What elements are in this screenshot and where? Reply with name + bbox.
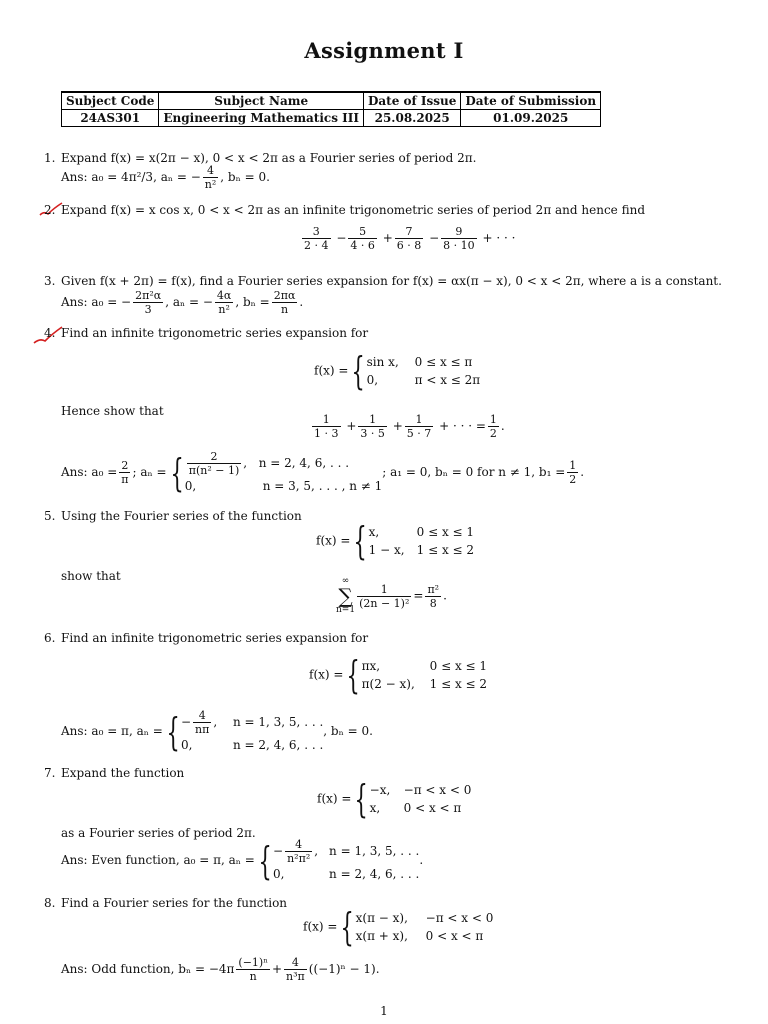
case-expr: π(2 − x),	[361, 677, 415, 691]
denominator: (2n − 1)²	[359, 596, 410, 610]
hence-text: Hence show that	[61, 404, 164, 418]
denominator: 2 · 4	[304, 239, 329, 252]
cell-subject-code: 24AS301	[62, 110, 159, 127]
subject-info-table	[61, 91, 601, 127]
answer-line	[61, 838, 423, 883]
left-brace-icon: {	[340, 905, 355, 949]
answer-text: Ans: a₀ = −	[61, 295, 132, 309]
numerator: 2πα	[273, 289, 296, 302]
denominator: n³π	[286, 970, 305, 983]
case-expr: sin x,	[366, 355, 399, 369]
case-row	[356, 927, 494, 945]
answer-line	[61, 709, 373, 754]
answer-text: .	[299, 295, 304, 309]
cases	[181, 709, 323, 754]
function-lhs: f(x) =	[317, 791, 352, 806]
case-cond: n = 1, 3, 5, . . .	[329, 844, 420, 858]
series-tail: + · · · =	[439, 419, 486, 433]
case-cond: n = 2, 4, 6, . . .	[232, 738, 324, 752]
series-term	[441, 225, 477, 252]
numerator: 4	[207, 164, 215, 177]
cases	[369, 523, 474, 559]
numerator: 1	[380, 582, 388, 596]
left-brace-icon: {	[353, 519, 368, 563]
case-expr: x,	[369, 801, 381, 815]
cases	[356, 909, 494, 945]
fraction	[203, 164, 219, 191]
case-cond: 0 ≤ x ≤ 1	[429, 659, 488, 673]
question-text: as a Fourier series of period 2π.	[61, 826, 256, 840]
case-row	[367, 353, 481, 371]
denominator: n²π²	[287, 852, 311, 865]
page-title: Assignment I	[304, 38, 464, 63]
case-cond: −π < x < 0	[425, 911, 494, 925]
denominator: n	[272, 302, 298, 316]
equals: =	[413, 588, 424, 603]
answer-text: , bₙ = 0.	[220, 170, 270, 184]
denominator: 1 · 3	[314, 427, 339, 440]
question-number: 7.	[44, 766, 56, 780]
answer-text: Ans: Odd function, bₙ = −4π	[61, 962, 235, 976]
series-op: +	[392, 419, 403, 433]
fraction	[488, 413, 499, 440]
case-row	[273, 865, 419, 883]
case-expr: 0,	[184, 479, 197, 493]
left-brace-icon: {	[166, 709, 180, 754]
answer-line	[61, 956, 380, 983]
show-text: show that	[61, 569, 121, 583]
function-lhs: f(x) =	[309, 667, 344, 682]
case-cond: 1 ≤ x ≤ 2	[416, 543, 475, 557]
fraction	[133, 289, 163, 316]
case-expr: 1 − x,	[368, 543, 405, 557]
case-expr: 0,	[273, 867, 285, 881]
numerator: 4	[295, 838, 303, 851]
case-row: − $\frac{4}{\text{n²π²}}$ , n = 1, 3, 5, . . .	[273, 838, 420, 865]
case-expr: x(π + x),	[355, 929, 408, 943]
sum-lower: n=1	[336, 605, 356, 615]
function-lhs: f(x) =	[314, 363, 349, 378]
numerator: 4	[291, 956, 299, 969]
question-text: Using the Fourier series of the function	[61, 509, 302, 523]
case-cond: 0 ≤ x ≤ 1	[416, 525, 475, 539]
denominator: nπ	[195, 723, 210, 736]
cell-date-of-issue: 25.08.2025	[363, 110, 460, 127]
question-text: Find a Fourier series for the function	[61, 896, 288, 910]
denominator: π(n² − 1)	[188, 464, 240, 477]
case-expr: x(π − x),	[355, 911, 408, 925]
series-display	[300, 225, 515, 252]
case-row	[362, 657, 487, 675]
series-op: −	[336, 231, 347, 245]
fraction	[357, 583, 411, 610]
denominator: 6 · 8	[396, 239, 422, 252]
case-expr: 0,	[366, 373, 379, 387]
answer-line	[61, 289, 303, 316]
numerator: 1	[569, 459, 577, 472]
fraction	[119, 459, 130, 486]
case-cond: 1 ≤ x ≤ 2	[429, 677, 488, 691]
question-text: Find an infinite trigonometric series expansion for	[61, 631, 369, 645]
numerator: 2	[121, 459, 129, 472]
table-row	[62, 110, 601, 127]
piecewise-definition	[314, 349, 481, 393]
case-cond: 0 ≤ x ≤ π	[414, 355, 473, 369]
sum-upper: ∞	[341, 576, 350, 586]
denominator: 8 · 10	[443, 239, 475, 252]
case-cond: n = 3, 5, . . . , n ≠ 1	[262, 479, 383, 493]
answer-text: ((−1)ⁿ − 1).	[308, 962, 380, 976]
denominator: 2	[489, 427, 497, 440]
fraction	[272, 289, 298, 316]
fraction	[284, 956, 307, 983]
numerator: 1	[415, 413, 423, 426]
series-term	[348, 225, 377, 252]
cases	[370, 781, 472, 817]
answer-line: Ans: a₀ = $\frac{2}{\pi}$ ; aₙ ={ $\frac{2}{\text{π(n² − 1)}}$ , n = 2, 4, 6, . . . 0, n = 3, 5, . . . , n ≠ 1 ; a₁ = 0, bₙ = 0 for n ≠ 1, b₁ = $\frac{1}{2}$ .	[61, 450, 585, 495]
series-term	[395, 225, 424, 252]
piecewise-definition	[317, 777, 472, 821]
numerator: 3	[312, 225, 320, 238]
denominator: 3	[133, 302, 163, 316]
numerator: 1	[322, 413, 330, 426]
numerator: 2π²α	[135, 289, 162, 302]
numerator: π²	[427, 582, 440, 596]
header-date-of-issue: Date of Issue	[363, 92, 460, 110]
question-number: 1.	[44, 151, 56, 165]
plus: +	[271, 962, 283, 976]
function-lhs: f(x) =	[316, 533, 351, 548]
piecewise-definition	[316, 519, 475, 563]
piecewise-definition	[303, 905, 494, 949]
cases	[273, 838, 419, 883]
left-brace-icon: {	[354, 777, 369, 821]
question-number: 3.	[44, 274, 56, 288]
answer-text: , bₙ = 0.	[323, 724, 373, 738]
header-date-of-submission: Date of Submission	[461, 92, 601, 110]
case-cond: 0 < x < π	[425, 929, 484, 943]
case-row	[370, 781, 472, 799]
answer-line	[61, 164, 270, 191]
question-text: Find an infinite trigonometric series expansion for	[61, 326, 369, 340]
sign: −	[273, 844, 284, 858]
table-header-row	[62, 92, 601, 110]
fraction	[187, 450, 242, 477]
series-term	[358, 413, 387, 440]
denominator: 5 · 7	[406, 427, 432, 440]
header-subject-name: Subject Name	[159, 92, 364, 110]
sign: −	[180, 715, 192, 729]
answer-text: Ans: a₀ = 4π²/3, aₙ = −	[61, 170, 201, 184]
series-tail: + · · ·	[482, 231, 516, 245]
summation	[336, 577, 355, 615]
numerator: 1	[489, 413, 497, 426]
answer-text: .	[419, 853, 424, 867]
cases	[362, 657, 487, 693]
fraction	[193, 709, 211, 736]
numerator: 4	[198, 709, 206, 722]
denominator: n	[236, 969, 270, 983]
fraction	[425, 583, 441, 610]
header-subject-code: Subject Code	[62, 92, 159, 110]
question-text: Expand the function	[61, 766, 185, 780]
numerator: 9	[455, 225, 463, 238]
case-expr: 0,	[180, 738, 193, 752]
answer-text: Ans: a₀ =	[61, 465, 118, 479]
case-cond: π < x ≤ 2π	[414, 373, 481, 387]
denominator: 4 · 6	[350, 239, 375, 252]
fraction	[285, 838, 312, 865]
denominator: 2	[569, 473, 577, 486]
series-display: $\frac{1}{1 \cdot 3}$ + $\frac{1}{3 \cdot 5}$ + $\frac{1}{5 \cdot 7}$ + · · · = $\frac{1}{2}$ .	[314, 413, 505, 440]
question-text: Expand f(x) = x cos x, 0 < x < 2π as an infinite trigonometric series of period 2π and hence find	[61, 203, 646, 217]
question-number: 8.	[44, 896, 56, 910]
cell-date-of-submission: 01.09.2025	[461, 110, 601, 127]
case-row	[181, 736, 323, 754]
summation-display: ∞ ∑ n=1 $\frac{1}{\text{(2n − 1)²}}$ = $\frac{\text{π²}}{8}$ .	[336, 576, 447, 615]
answer-text: ; aₙ =	[132, 465, 167, 479]
answer-text: ; a₁ = 0, bₙ = 0 for n ≠ 1, b₁ =	[382, 465, 566, 479]
series-op: +	[382, 231, 393, 245]
case-row	[370, 799, 472, 817]
case-cond: n = 2, 4, 6, . . .	[329, 867, 420, 881]
numerator: 7	[405, 225, 413, 238]
question-number: 4.	[44, 326, 56, 340]
case-cond: −π < x < 0	[403, 783, 472, 797]
case-row	[369, 523, 474, 541]
numerator: (−1)ⁿ	[238, 956, 268, 969]
question-number: 2.	[44, 203, 56, 217]
case-row: $\frac{2}{\text{π(n² − 1)}}$ , n = 2, 4, 6, . . .	[188, 450, 350, 477]
left-brace-icon: {	[170, 450, 184, 495]
left-brace-icon: {	[346, 653, 361, 697]
question-text: Expand f(x) = x(2π − x), 0 < x < 2π as a Fourier series of period 2π.	[61, 151, 477, 165]
denominator: n²	[204, 178, 217, 191]
numerator: 2	[210, 450, 218, 463]
left-brace-icon: {	[351, 349, 366, 393]
case-row	[362, 675, 487, 693]
question-number: 6.	[44, 631, 56, 645]
numerator: 1	[369, 413, 377, 426]
fraction	[215, 289, 233, 316]
series-op: +	[346, 419, 357, 433]
answer-text: , bₙ =	[235, 295, 270, 309]
case-cond: n = 2, 4, 6, . . .	[258, 456, 350, 470]
answer-text: Ans: Even function, a₀ = π, aₙ =	[61, 853, 255, 867]
cases	[367, 353, 481, 389]
series-op: −	[429, 231, 440, 245]
function-lhs: f(x) =	[303, 919, 338, 934]
numerator: 4α	[216, 289, 232, 302]
denominator: 3 · 5	[360, 427, 385, 440]
piecewise-definition	[309, 653, 488, 697]
case-expr: x,	[368, 525, 380, 539]
denominator: n²	[215, 302, 233, 316]
numerator: 5	[359, 225, 367, 238]
series-term	[405, 413, 434, 440]
question-number: 5.	[44, 509, 56, 523]
cases	[185, 450, 383, 495]
case-row	[356, 909, 494, 927]
case-expr: πx,	[361, 659, 381, 673]
answer-text: , aₙ = −	[165, 295, 213, 309]
case-row	[185, 477, 383, 495]
case-cond: 0 < x < π	[403, 801, 462, 815]
case-cond: n = 1, 3, 5, . . .	[232, 715, 324, 729]
case-expr: −x,	[369, 783, 391, 797]
left-brace-icon: {	[258, 838, 272, 883]
case-row	[369, 541, 474, 559]
fraction	[236, 956, 270, 983]
case-row: − $\frac{4}{n\pi}$ , n = 1, 3, 5, . . .	[180, 709, 324, 736]
case-row	[367, 371, 481, 389]
answer-text: Ans: a₀ = π, aₙ =	[61, 724, 163, 738]
cell-subject-name: Engineering Mathematics III	[159, 110, 364, 127]
question-text: Given f(x + 2π) = f(x), find a Fourier series expansion for f(x) = αx(π − x), 0 < x < 2π, where a is a constant.	[61, 274, 722, 288]
series-term	[312, 413, 341, 440]
sigma-icon: ∑	[338, 584, 353, 608]
fraction	[567, 459, 578, 486]
series-term	[302, 225, 331, 252]
page-number: 1	[380, 1004, 388, 1018]
denominator: 8	[425, 596, 441, 610]
denominator: π	[121, 473, 129, 486]
